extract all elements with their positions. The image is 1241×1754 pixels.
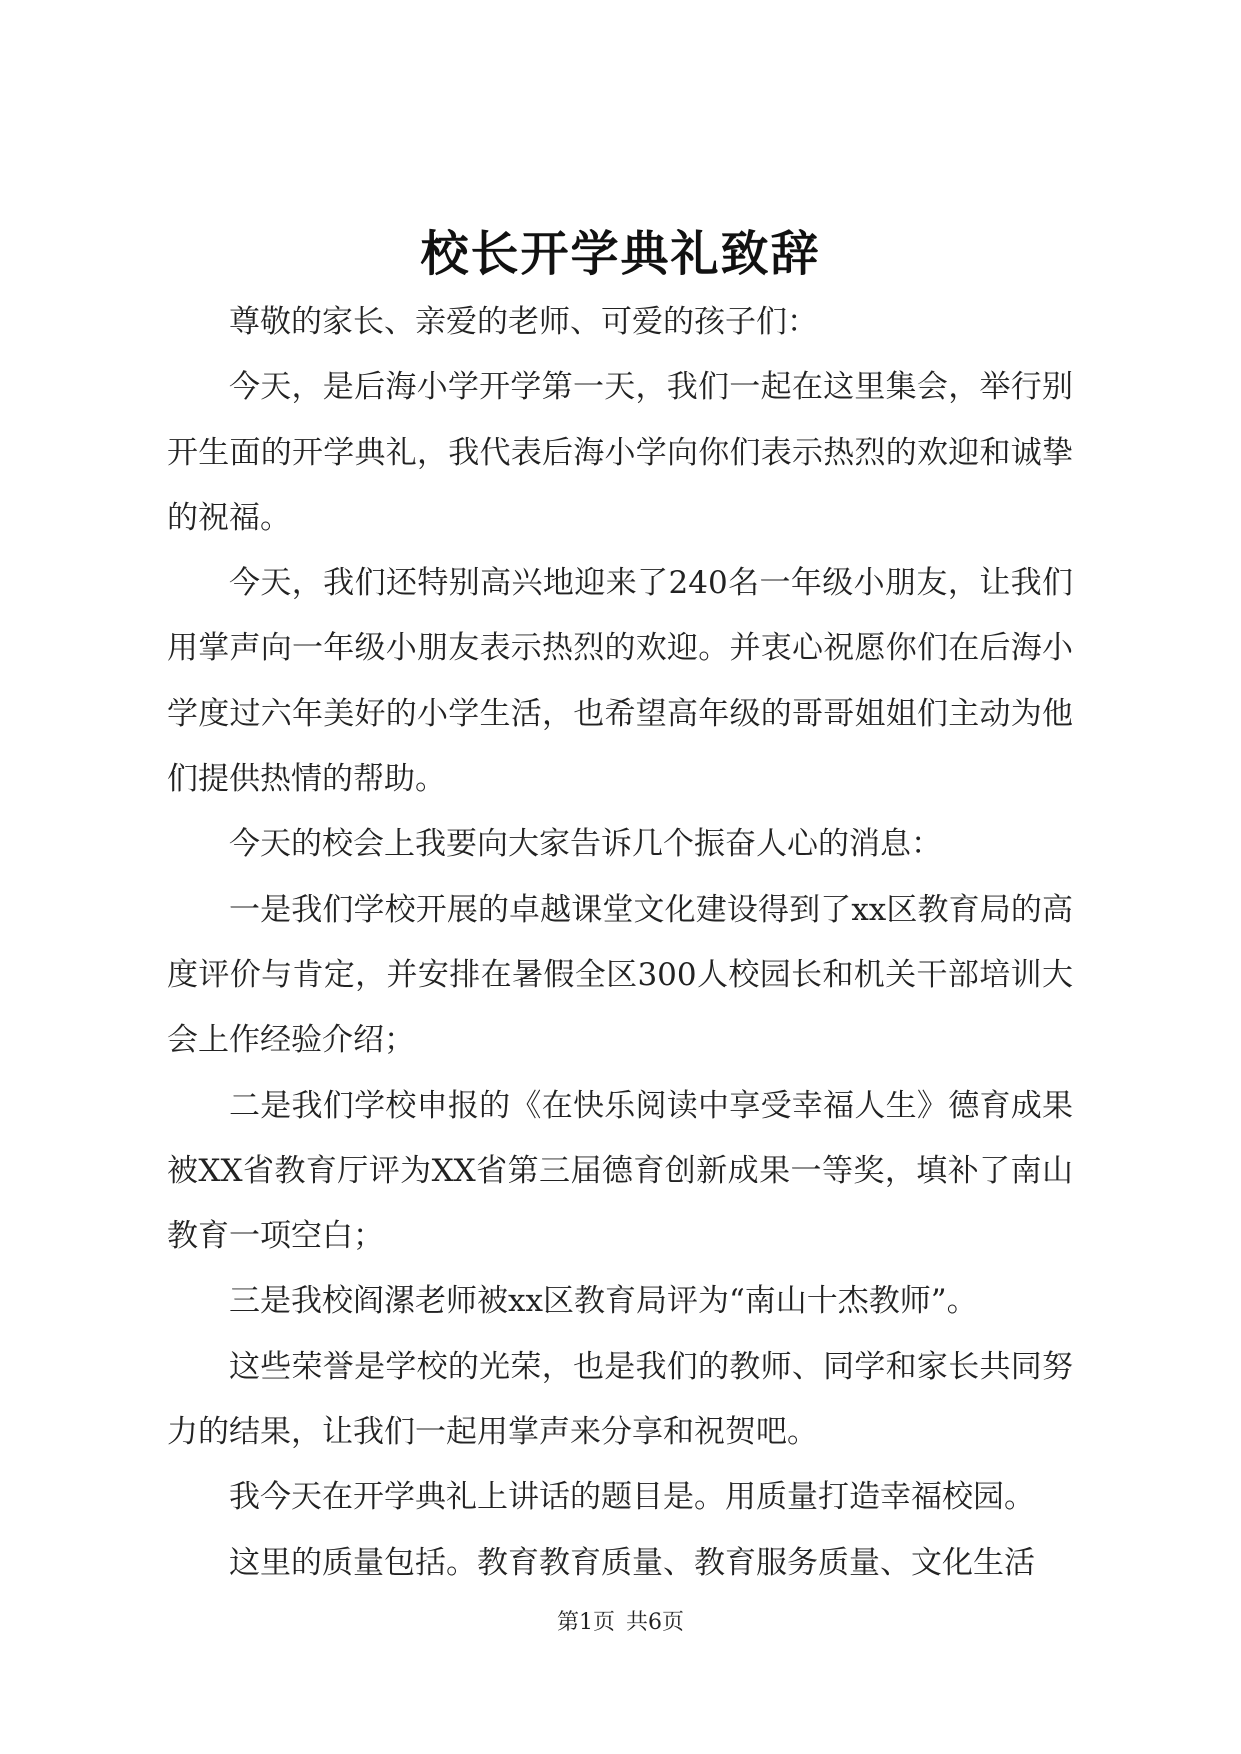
document-body — [167, 290, 1073, 1596]
paragraph-news-one: 一是我们学校开展的卓越课堂文化建设得到了xx区教育局的高度评价与肯定，并安排在暑假全区300人校园长和机关干部培训大会上作经验介绍； — [167, 891, 1073, 1059]
page-total: 共6页 — [626, 1610, 684, 1635]
paragraph-first-graders: 今天，我们还特别高兴地迎来了240名一年级小朋友，让我们用掌声向一年级小朋友表示热烈的欢迎。并衷心祝愿你们在后海小学度过六年美好的小学生活，也希望高年级的哥哥姐姐们主动为他们提供热情的帮助。 — [167, 565, 1073, 798]
paragraph-topic: 我今天在开学典礼上讲话的题目是。用质量打造幸福校园。 — [229, 1479, 1035, 1516]
paragraph-salutation: 尊敬的家长、亲爱的老师、可爱的孩子们： — [229, 304, 818, 340]
paragraph-welcome: 今天，是后海小学开学第一天，我们一起在这里集会，举行别开生面的开学典礼，我代表后海小学向你们表示热烈的欢迎和诚挚的祝福。 — [167, 369, 1073, 536]
paragraph-news-intro: 今天的校会上我要向大家告诉几个振奋人心的消息： — [229, 826, 942, 863]
paragraph-honors: 这些荣誉是学校的光荣，也是我们的教师、同学和家长共同努力的结果，让我们一起用掌声来分享和祝贺吧。 — [167, 1348, 1073, 1451]
paragraph-news-three: 三是我校阎漯老师被xx区教育局评为“南山十杰教师”。 — [229, 1283, 978, 1320]
paragraph-news-two: 二是我们学校申报的《在快乐阅读中享受幸福人生》德育成果被XX省教育厅评为XX省第三届德育创新成果一等奖，填补了南山教育一项空白； — [167, 1087, 1073, 1255]
document-title: 校长开学典礼致辞 — [420, 226, 821, 282]
page-number: 第1页 — [557, 1610, 615, 1635]
page-footer — [0, 1608, 1241, 1638]
paragraph-quality: 这里的质量包括。教育教育质量、教育服务质量、文化生活 — [229, 1544, 1035, 1581]
